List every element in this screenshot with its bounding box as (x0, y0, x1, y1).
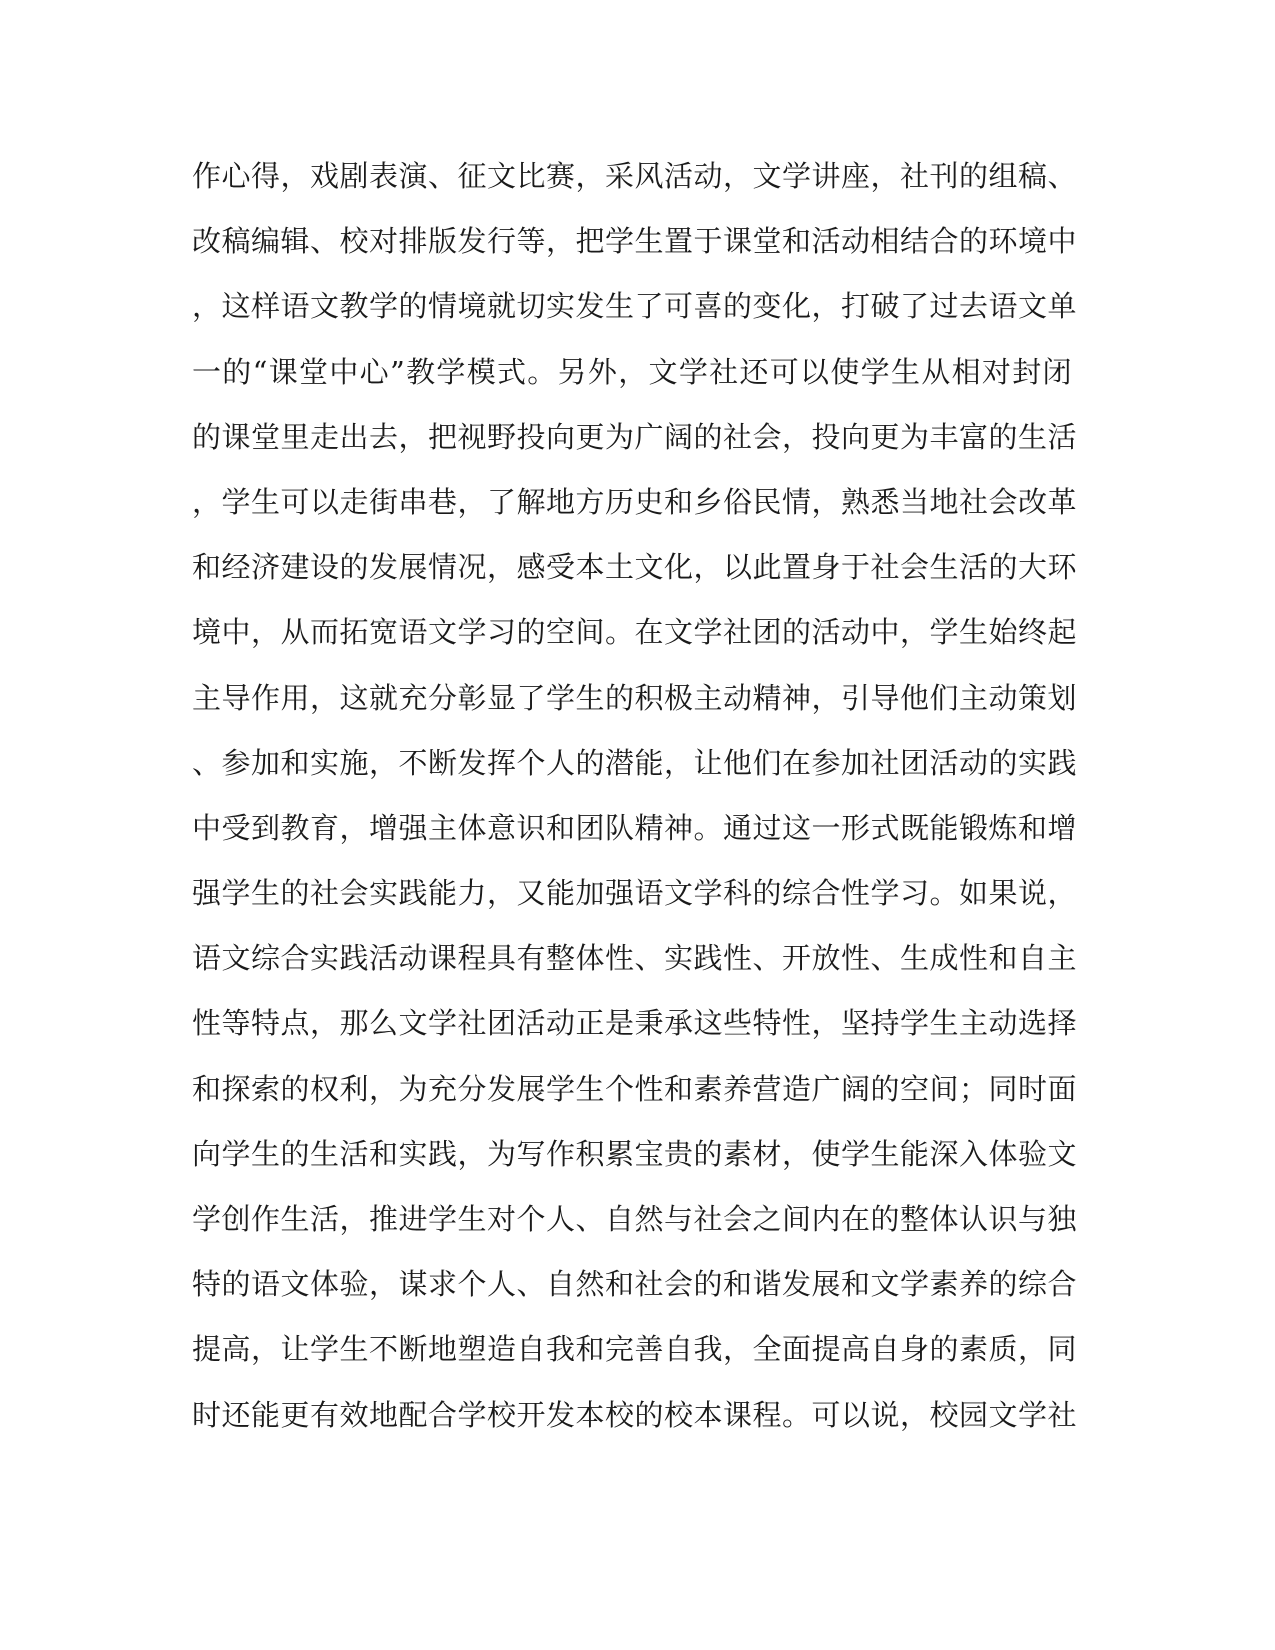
text-line: 改稿编辑、校对排版发行等，把学生置于课堂和活动相结合的环境中 (192, 224, 1078, 259)
text-line: 中受到教育，增强主体意识和团队精神。通过这一形式既能锻炼和增 (192, 810, 1078, 845)
body-text (192, 159, 1078, 1464)
text-line: 语文综合实践活动课程具有整体性、实践性、开放性、生成性和自主 (192, 941, 1078, 976)
text-line: 和经济建设的发展情况，感受本土文化，以此置身于社会生活的大环 (192, 550, 1078, 585)
text-line: 特的语文体验，谋求个人、自然和社会的和谐发展和文学素养的综合 (192, 1267, 1078, 1302)
text-line: 一的“课堂中心”教学模式。另外，文学社还可以使学生从相对封闭 (192, 354, 1072, 389)
text-line: 时还能更有效地配合学校开发本校的校本课程。可以说，校园文学社 (192, 1397, 1078, 1432)
text-line: 向学生的生活和实践，为写作积累宝贵的素材，使学生能深入体验文 (192, 1136, 1078, 1171)
text-line: ，这样语文教学的情境就切实发生了可喜的变化，打破了过去语文单 (192, 289, 1078, 324)
text-line: 性等特点，那么文学社团活动正是秉承这些特性，坚持学生主动选择 (192, 1006, 1078, 1041)
text-line: ，学生可以走街串巷，了解地方历史和乡俗民情，熟悉当地社会改革 (192, 484, 1078, 519)
text-line: 提高，让学生不断地塑造自我和完善自我，全面提高自身的素质，同 (192, 1332, 1078, 1367)
text-line: 的课堂里走出去，把视野投向更为广阔的社会，投向更为丰富的生活 (192, 419, 1078, 454)
text-line: 主导作用，这就充分彰显了学生的积极主动精神，引导他们主动策划 (192, 680, 1078, 715)
text-line: 作心得，戏剧表演、征文比赛，采风活动，文学讲座，社刊的组稿、 (192, 159, 1078, 193)
text-line: 、参加和实施，不断发挥个人的潜能，让他们在参加社团活动的实践 (192, 745, 1078, 780)
text-line: 强学生的社会实践能力，又能加强语文学科的综合性学习。如果说， (192, 876, 1078, 911)
text-line: 学创作生活，推进学生对个人、自然与社会之间内在的整体认识与独 (192, 1202, 1078, 1236)
text-line: 和探索的权利，为充分发展学生个性和素养营造广阔的空间；同时面 (192, 1071, 1078, 1106)
text-line: 境中，从而拓宽语文学习的空间。在文学社团的活动中，学生始终起 (192, 615, 1078, 650)
